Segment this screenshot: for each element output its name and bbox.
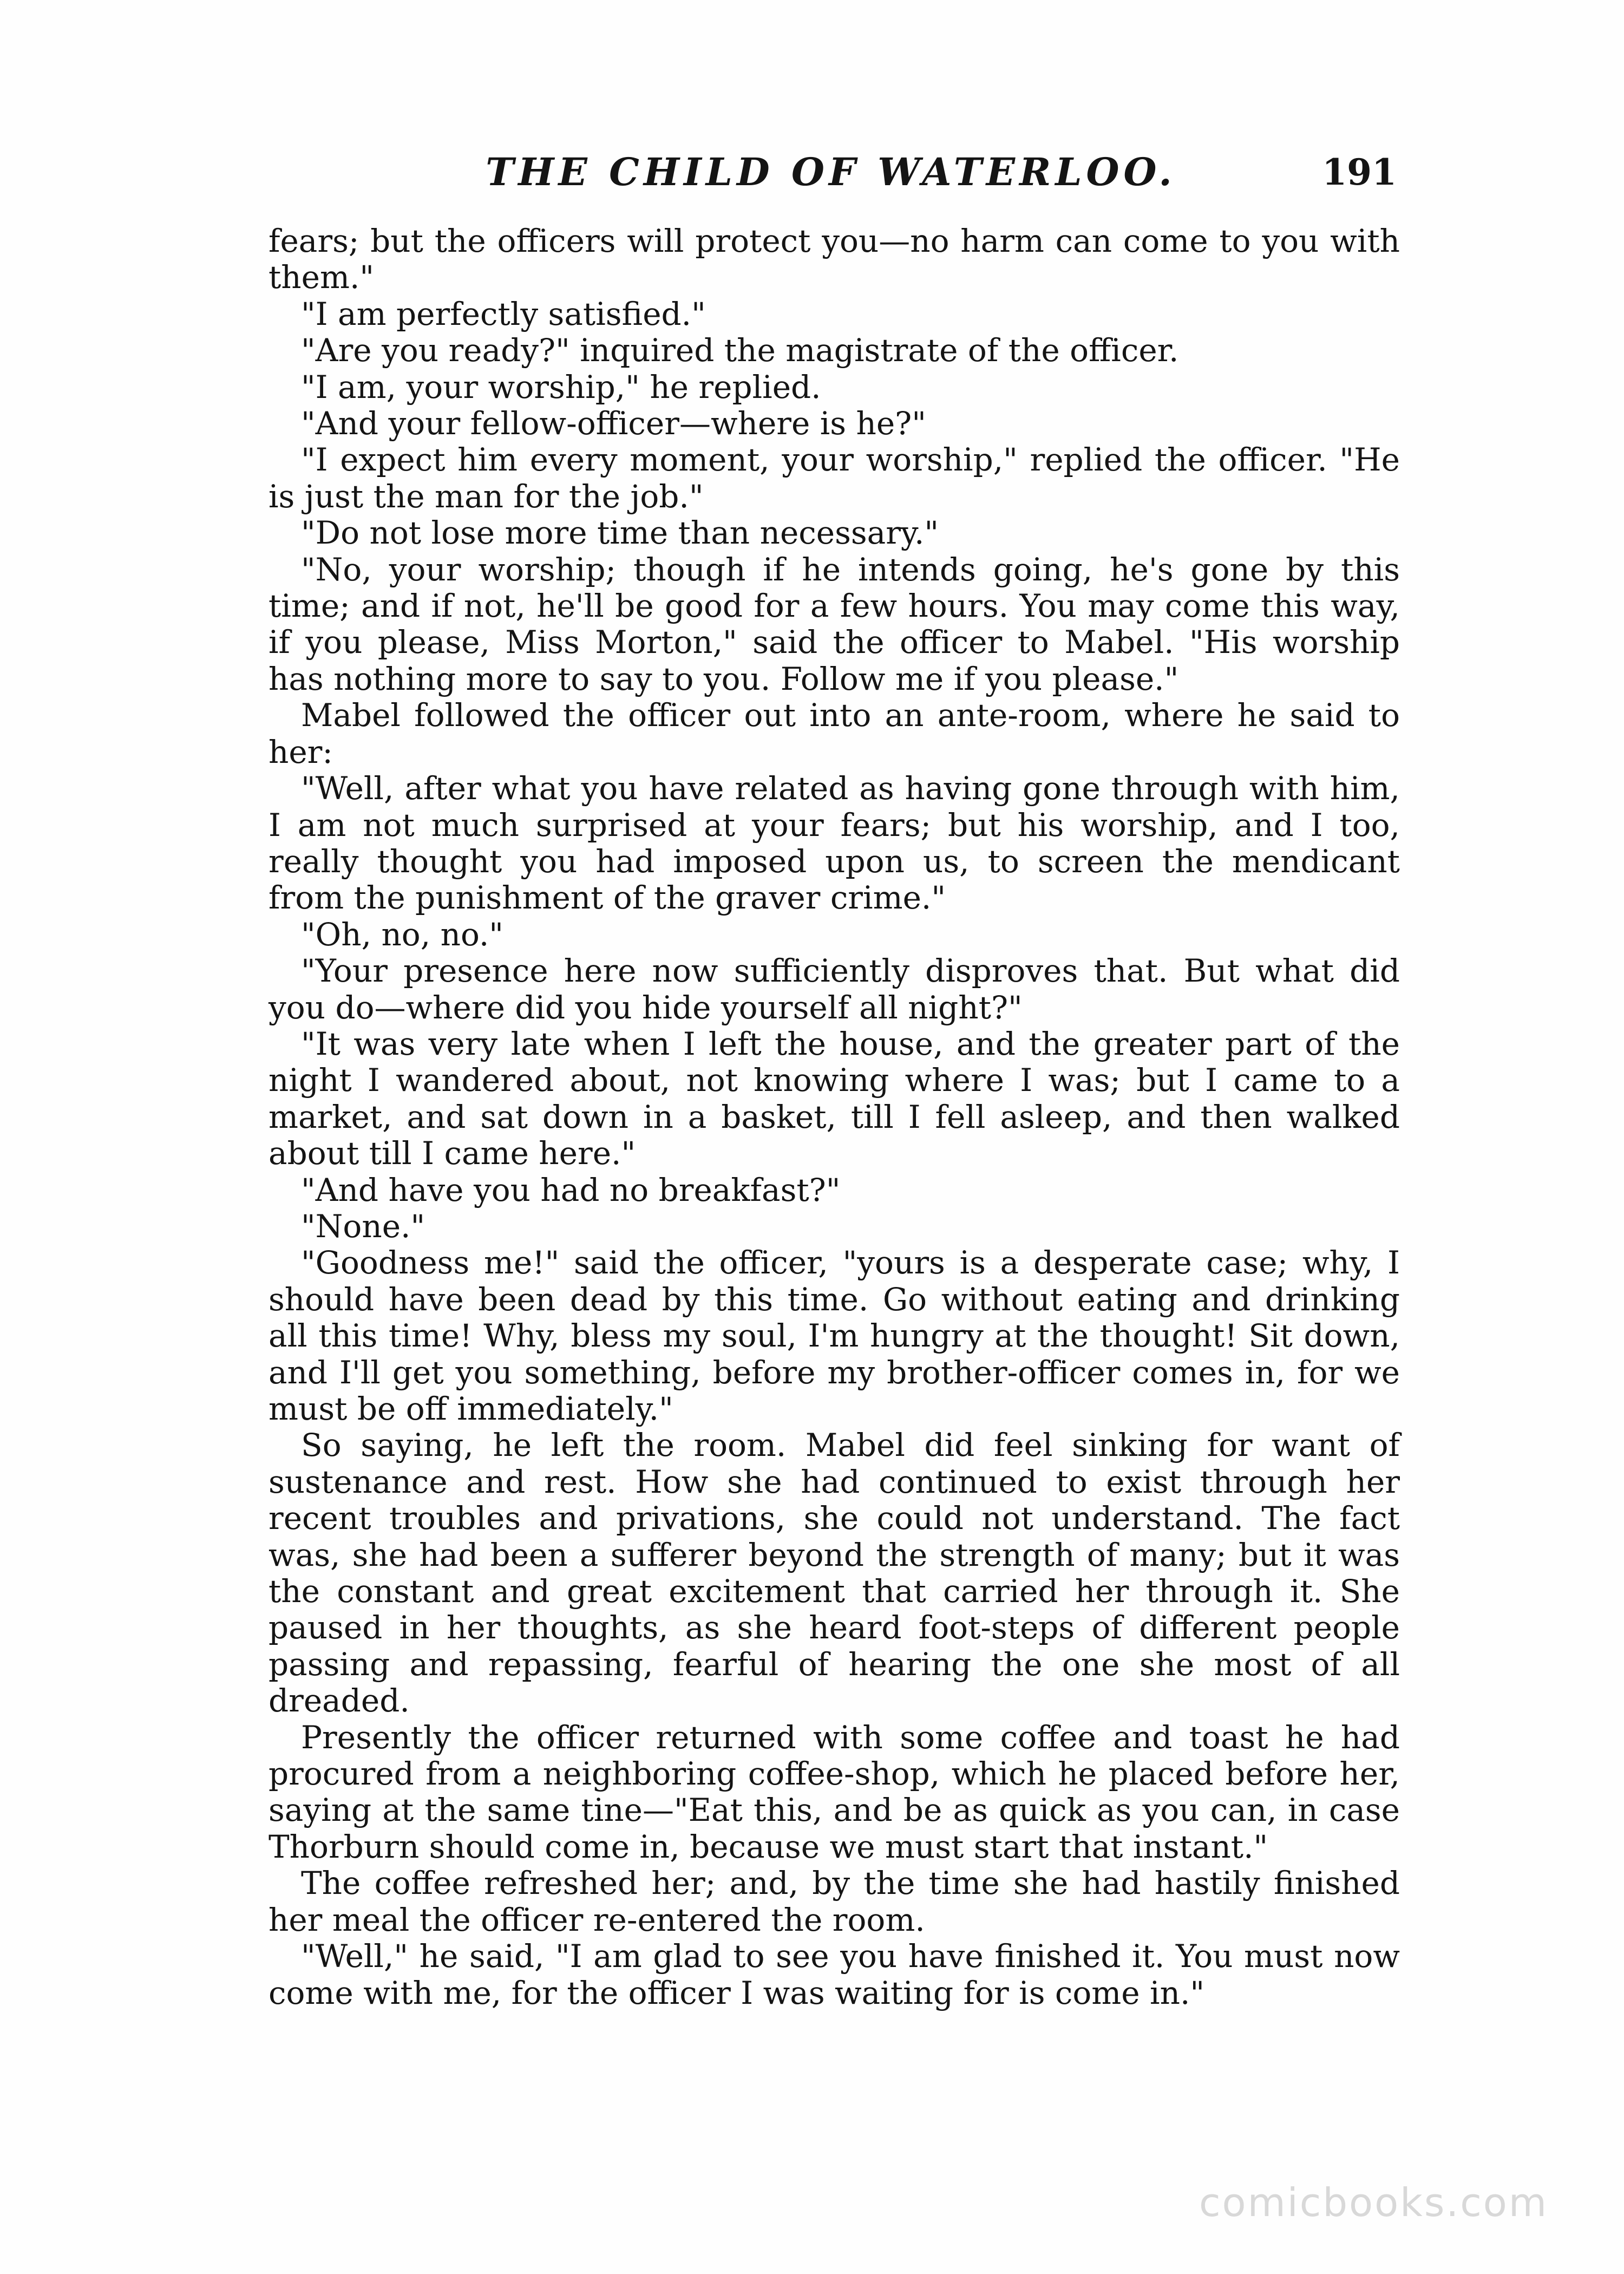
paragraph: "And your fellow-officer—where is he?"	[301, 405, 926, 442]
page-number: 191	[1322, 151, 1397, 193]
paragraph: Presently the officer returned with some coffee and toast he had procured from a neighboring coffee-shop, which he placed before her, saying at the same tine—"Eat this, and be as quick as you can, in case Thorburn should come in, because we must start that instant."	[269, 1718, 1400, 1865]
paragraph: So saying, he left the room. Mabel did feel sinking for want of sustenance and rest. How she had continued to exist through her recent troubles and privations, she could not understand. The fact was, she had been a sufferer beyond the strength of many; but it was the constant and great excitement that carried her through it. She paused in her thoughts, as she heard foot-steps of different people passing and repassing, fearful of hearing the one she most of all dreaded.	[269, 1427, 1400, 1720]
body-text	[269, 223, 1400, 2011]
paragraph: "And have you had no breakfast?"	[301, 1171, 841, 1208]
paragraph: "I am, your worship," he replied.	[301, 368, 821, 406]
paragraph: "It was very late when I left the house, and the greater part of the night I wandered about, not knowing where I was; but I came to a market, and sat down in a basket, till I fell asleep, and then walked about till I came here."	[269, 1025, 1400, 1172]
paragraph: Mabel followed the officer out into an ante-room, where he said to her:	[269, 697, 1400, 770]
paragraph: "Goodness me!" said the officer, "yours is a desperate case; why, I should have been dead by this time. Go without eating and drinking all this time! Why, bless my soul, I'm hungry at the thought! Sit down, and I'll get you something, before my brother-officer comes in, for we must be off immediately."	[269, 1244, 1400, 1427]
paragraph: "Your presence here now sufficiently disproves that. But what did you do—where did you hide yourself all night?"	[269, 952, 1400, 1026]
paragraph: The coffee refreshed her; and, by the time she had hastily finished her meal the officer re-entered the room.	[269, 1865, 1400, 1938]
paragraph: "Well, after what you have related as having gone through with him, I am not much surprised at your fears; but his worship, and I too, really thought you had imposed upon us, to screen the mendicant from the punishment of the graver crime."	[269, 770, 1400, 917]
watermark: comicbooks.com	[1199, 2180, 1548, 2225]
paragraph: "Do not lose more time than necessary."	[301, 514, 939, 552]
paragraph: "Oh, no, no."	[301, 916, 503, 953]
paragraph: "I expect him every moment, your worship," replied the officer. "He is just the man for the job."	[269, 441, 1400, 515]
paragraph: "I am perfectly satisfied."	[301, 295, 706, 332]
paragraph: "Are you ready?" inquired the magistrate of the officer.	[301, 332, 1179, 369]
running-head	[265, 145, 1397, 199]
paragraph: fears; but the officers will protect you—no harm can come to you with them."	[269, 223, 1400, 296]
running-title: THE CHILD OF WATERLOO.	[486, 149, 1176, 194]
paragraph: "None."	[301, 1207, 425, 1245]
paragraph: "No, your worship; though if he intends going, he's gone by this time; and if not, he'll be good for a few hours. You may come this way, if you please, Miss Morton," said the officer to Mabel. "His worship has nothing more to say to you. Follow me if you please."	[269, 551, 1400, 697]
paragraph: "Well," he said, "I am glad to see you have finished it. You must now come with me, for the officer I was waiting for is come in."	[269, 1938, 1400, 2011]
